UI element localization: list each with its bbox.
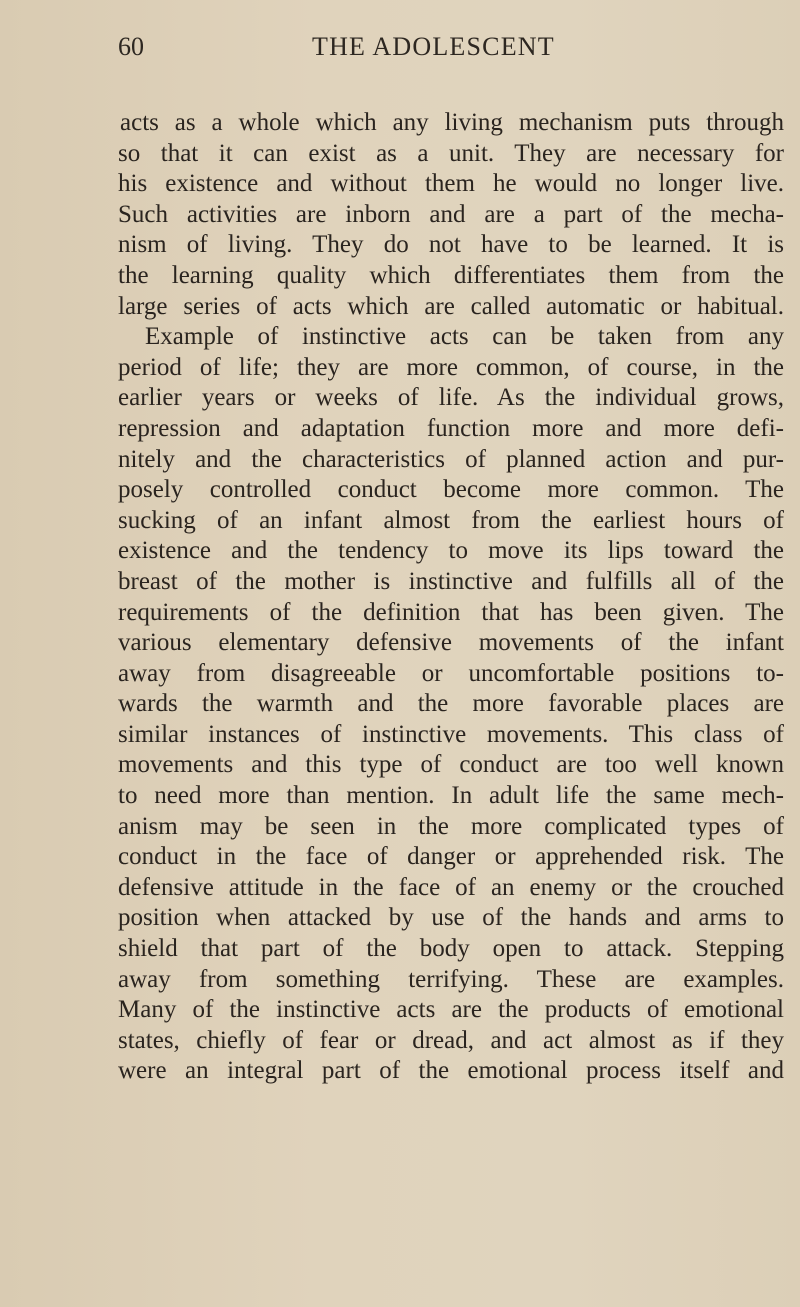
text-line: posely controlled conduct become more common. The (118, 476, 784, 504)
text-line: Many of the instinctive acts are the products of emotional (118, 996, 784, 1024)
text-line: were an integral part of the emotional process itself and (118, 1057, 784, 1085)
text-line: repression and adaptation function more and more defi- (118, 414, 784, 442)
page-number: 60 (118, 32, 144, 61)
text-line: various elementary defensive movements of the infant (118, 629, 784, 657)
text-line: the learning quality which differentiates them from the (118, 261, 784, 289)
text-line: away from disagreeable or uncomfortable positions to- (118, 659, 784, 687)
text-line: nitely and the characteristics of planned action and pur- (118, 445, 784, 473)
text-line: to need more than mention. In adult life the same mech- (118, 782, 784, 810)
text-line: similar instances of instinctive movements. This class of (118, 720, 784, 748)
text-line: breast of the mother is instinctive and fulfills all of the (118, 567, 784, 595)
text-line: earlier years or weeks of life. As the individual grows, (118, 384, 784, 412)
text-line: sucking of an infant almost from the earliest hours of (118, 506, 784, 534)
text-line: Such activities are inborn and are a part of the mecha- (118, 200, 784, 228)
text-line: wards the warmth and the more favorable places are (118, 690, 784, 718)
text-line: defensive attitude in the face of an enemy or the crouched (118, 873, 784, 901)
text-line: his existence and without them he would no longer live. (118, 170, 784, 198)
text-line: position when attacked by use of the hands and arms to (118, 904, 784, 932)
text-line: requirements of the definition that has been given. The (118, 598, 784, 626)
text-line: existence and the tendency to move its lips toward the (118, 537, 784, 565)
text-line: period of life; they are more common, of course, in the (118, 353, 784, 381)
body-text (118, 108, 784, 1087)
running-head (118, 30, 784, 64)
text-line: anism may be seen in the more complicated types of (118, 812, 784, 840)
text-line: large series of acts which are called automatic or habitual. (118, 292, 784, 320)
text-line: conduct in the face of danger or apprehended risk. The (118, 843, 784, 871)
text-line: shield that part of the body open to attack. Stepping (118, 935, 784, 963)
text-line: movements and this type of conduct are too well known (118, 751, 784, 779)
text-line: acts as a whole which any living mechanism puts through (120, 109, 784, 136)
running-title: THE ADOLESCENT (312, 32, 555, 61)
paragraph-start-line: Example of instinctive acts can be taken from any (145, 323, 784, 351)
text-line: nism of living. They do not have to be learned. It is (118, 231, 784, 259)
text-line: so that it can exist as a unit. They are necessary for (118, 139, 784, 167)
text-line: states, chiefly of fear or dread, and act almost as if they (118, 1026, 784, 1054)
text-line: away from something terrifying. These are examples. (118, 965, 784, 993)
